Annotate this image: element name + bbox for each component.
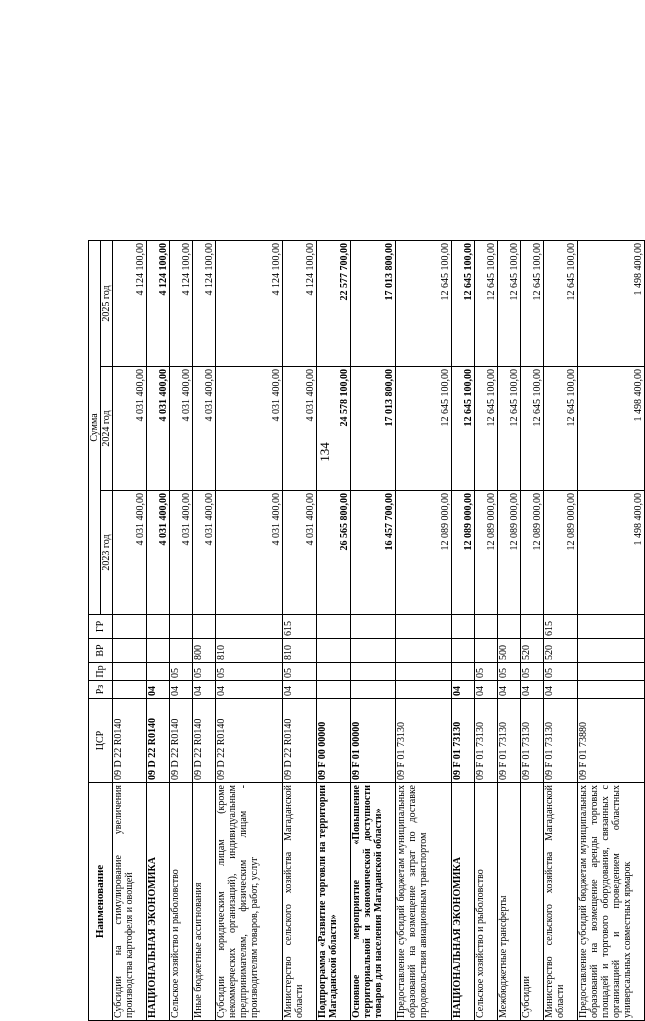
row-gr (170, 615, 193, 639)
row-pr (317, 663, 351, 681)
row-name: Субсидии (521, 783, 544, 1021)
row-csr: 09 D 22 R0140 (113, 699, 147, 783)
row-rz: 04 (193, 681, 216, 699)
row-csr: 09 F 01 73130 (498, 699, 521, 783)
header-name: Наименование (89, 783, 113, 1021)
row-rz (578, 681, 645, 699)
row-rz: 04 (147, 681, 170, 699)
row-vr (147, 639, 170, 663)
row-sum-2023: 4 031 400,00 (283, 491, 317, 615)
page-number: 134 (317, 442, 332, 462)
row-gr: 615 (544, 615, 578, 639)
header-sum: Сумма (89, 241, 101, 615)
row-sum-2024: 4 031 400,00 (283, 367, 317, 491)
row-vr: 520 (521, 639, 544, 663)
row-name: Субсидии на стимулирование увеличения производства картофеля и овощей (113, 783, 147, 1021)
row-name: Субсидии юридическим лицам (кроме некоммерческих организаций), индивидуальным предпринимателям, физическим лицам - производителям товаров, работ, услуг (216, 783, 283, 1021)
row-sum-2025: 12 645 100,00 (475, 241, 498, 367)
row-pr (396, 663, 452, 681)
row-csr: 09 D 22 R0140 (216, 699, 283, 783)
table-row (216, 241, 283, 1021)
row-sum-2024: 12 645 100,00 (521, 367, 544, 491)
row-pr: 05 (216, 663, 283, 681)
row-sum-2025: 12 645 100,00 (452, 241, 475, 367)
row-sum-2025: 4 124 100,00 (216, 241, 283, 367)
row-sum-2024: 12 645 100,00 (544, 367, 578, 491)
row-vr (170, 639, 193, 663)
row-pr: 05 (475, 663, 498, 681)
row-sum-2023: 12 089 000,00 (544, 491, 578, 615)
table-row (498, 241, 521, 1021)
row-sum-2023: 12 089 000,00 (521, 491, 544, 615)
row-sum-2023: 12 089 000,00 (396, 491, 452, 615)
row-csr: 09 F 01 73130 (475, 699, 498, 783)
row-name: Министерство сельского хозяйства Магаданской области (283, 783, 317, 1021)
row-name: Межбюджетные трансферты (498, 783, 521, 1021)
table-row (317, 241, 351, 1021)
row-sum-2024: 12 645 100,00 (396, 367, 452, 491)
table-row (113, 241, 147, 1021)
row-sum-2024: 17 013 800,00 (351, 367, 396, 491)
row-name: Подпрограмма «Развитие торговли на территории Магаданской области» (317, 783, 351, 1021)
row-gr (113, 615, 147, 639)
header-2024: 2024 год (101, 367, 113, 491)
row-sum-2025: 17 013 800,00 (351, 241, 396, 367)
table-row (170, 241, 193, 1021)
row-name: Предоставление субсидий бюджетам муниципальных образований на возмещение затрат по доставке продовольствия авиационным транспортом (396, 783, 452, 1021)
row-sum-2024: 4 031 400,00 (216, 367, 283, 491)
row-sum-2023: 12 089 000,00 (475, 491, 498, 615)
row-csr: 09 F 01 00000 (351, 699, 396, 783)
row-rz: 04 (452, 681, 475, 699)
table-row (578, 241, 645, 1021)
row-csr: 09 F 01 73130 (544, 699, 578, 783)
table-row (544, 241, 578, 1021)
row-sum-2025: 12 645 100,00 (498, 241, 521, 367)
header-gr: ГР (89, 615, 113, 639)
row-name: Сельское хозяйство и рыболовство (475, 783, 498, 1021)
row-gr (498, 615, 521, 639)
row-gr (521, 615, 544, 639)
row-sum-2025: 4 124 100,00 (193, 241, 216, 367)
header-2023: 2023 год (101, 491, 113, 615)
row-csr: 09 F 01 73130 (452, 699, 475, 783)
row-vr (452, 639, 475, 663)
row-gr: 615 (283, 615, 317, 639)
row-rz (351, 681, 396, 699)
row-rz (396, 681, 452, 699)
row-pr: 05 (498, 663, 521, 681)
row-csr: 09 F 01 73130 (521, 699, 544, 783)
row-vr (578, 639, 645, 663)
row-csr: 09 D 22 R0140 (147, 699, 170, 783)
row-sum-2025: 12 645 100,00 (396, 241, 452, 367)
row-rz: 04 (283, 681, 317, 699)
row-vr (113, 639, 147, 663)
header-vr: ВР (89, 639, 113, 663)
header-2025: 2025 год (101, 241, 113, 367)
table-row (351, 241, 396, 1021)
row-sum-2023: 4 031 400,00 (216, 491, 283, 615)
row-gr (396, 615, 452, 639)
row-sum-2024: 12 645 100,00 (498, 367, 521, 491)
row-pr (147, 663, 170, 681)
row-rz: 04 (475, 681, 498, 699)
row-csr: 09 F 01 73130 (396, 699, 452, 783)
row-pr (351, 663, 396, 681)
row-vr: 500 (498, 639, 521, 663)
row-vr (475, 639, 498, 663)
row-gr (193, 615, 216, 639)
row-sum-2023: 4 031 400,00 (170, 491, 193, 615)
row-csr: 09 F 00 00000 (317, 699, 351, 783)
row-pr (578, 663, 645, 681)
row-sum-2025: 4 124 100,00 (113, 241, 147, 367)
row-vr: 810 (283, 639, 317, 663)
row-name: Сельское хозяйство и рыболовство (170, 783, 193, 1021)
row-rz: 04 (521, 681, 544, 699)
row-gr (452, 615, 475, 639)
row-sum-2025: 4 124 100,00 (147, 241, 170, 367)
row-sum-2025: 12 645 100,00 (544, 241, 578, 367)
header-pr: Пр (89, 663, 113, 681)
row-pr: 05 (193, 663, 216, 681)
table-row (193, 241, 216, 1021)
row-sum-2023: 26 565 800,00 (317, 491, 351, 615)
row-csr: 09 F 01 73880 (578, 699, 645, 783)
row-csr: 09 D 22 R0140 (193, 699, 216, 783)
row-vr: 810 (216, 639, 283, 663)
row-sum-2024: 12 645 100,00 (452, 367, 475, 491)
row-sum-2023: 4 031 400,00 (147, 491, 170, 615)
row-sum-2025: 22 577 700,00 (317, 241, 351, 367)
table-row (452, 241, 475, 1021)
row-rz (317, 681, 351, 699)
table-row (396, 241, 452, 1021)
row-sum-2023: 12 089 000,00 (498, 491, 521, 615)
row-sum-2023: 16 457 700,00 (351, 491, 396, 615)
row-name: Министерство сельского хозяйства Магаданской области (544, 783, 578, 1021)
row-sum-2024: 1 498 400,00 (578, 367, 645, 491)
row-name: Предоставление субсидий бюджетам муниципальных образований на возмещение аренды торговых площадей и торгового оборудования, связанных с организацией и проведением областных универсальных совместных ярмарок (578, 783, 645, 1021)
row-rz: 04 (544, 681, 578, 699)
row-sum-2023: 4 031 400,00 (193, 491, 216, 615)
row-rz (113, 681, 147, 699)
row-sum-2024: 4 031 400,00 (193, 367, 216, 491)
rotated-page-content (88, 241, 644, 1021)
row-csr: 09 D 22 R0140 (170, 699, 193, 783)
row-sum-2023: 1 498 400,00 (578, 491, 645, 615)
row-vr (396, 639, 452, 663)
row-sum-2023: 4 031 400,00 (113, 491, 147, 615)
header-rz: Рз (89, 681, 113, 699)
row-sum-2025: 1 498 400,00 (578, 241, 645, 367)
row-sum-2024: 4 031 400,00 (113, 367, 147, 491)
row-name: Иные бюджетные ассигнования (193, 783, 216, 1021)
row-sum-2024: 24 578 100,00 (317, 367, 351, 491)
row-sum-2025: 4 124 100,00 (170, 241, 193, 367)
row-pr: 05 (544, 663, 578, 681)
row-sum-2024: 4 031 400,00 (147, 367, 170, 491)
row-sum-2024: 12 645 100,00 (475, 367, 498, 491)
row-pr: 05 (521, 663, 544, 681)
table-row (283, 241, 317, 1021)
row-sum-2025: 4 124 100,00 (283, 241, 317, 367)
row-pr: 05 (170, 663, 193, 681)
row-rz: 04 (216, 681, 283, 699)
row-pr: 05 (283, 663, 317, 681)
table-row (147, 241, 170, 1021)
row-vr (317, 639, 351, 663)
row-gr (475, 615, 498, 639)
row-pr (452, 663, 475, 681)
row-name: НАЦИОНАЛЬНАЯ ЭКОНОМИКА (452, 783, 475, 1021)
row-vr: 520 (544, 639, 578, 663)
row-vr (351, 639, 396, 663)
row-gr (147, 615, 170, 639)
row-name: Основное мероприятие «Повышение территориальной и экономической доступности товаров для населения Магаданской области» (351, 783, 396, 1021)
budget-table (88, 240, 645, 1021)
row-gr (578, 615, 645, 639)
row-gr (317, 615, 351, 639)
row-pr (113, 663, 147, 681)
row-sum-2024: 4 031 400,00 (170, 367, 193, 491)
row-rz: 04 (170, 681, 193, 699)
row-sum-2025: 12 645 100,00 (521, 241, 544, 367)
row-rz: 04 (498, 681, 521, 699)
row-csr: 09 D 22 R0140 (283, 699, 317, 783)
row-gr (351, 615, 396, 639)
table-body (113, 241, 645, 1021)
row-gr (216, 615, 283, 639)
table-row (475, 241, 498, 1021)
table-row (521, 241, 544, 1021)
header-csr: ЦСР (89, 699, 113, 783)
row-sum-2023: 12 089 000,00 (452, 491, 475, 615)
row-name: НАЦИОНАЛЬНАЯ ЭКОНОМИКА (147, 783, 170, 1021)
row-vr: 800 (193, 639, 216, 663)
